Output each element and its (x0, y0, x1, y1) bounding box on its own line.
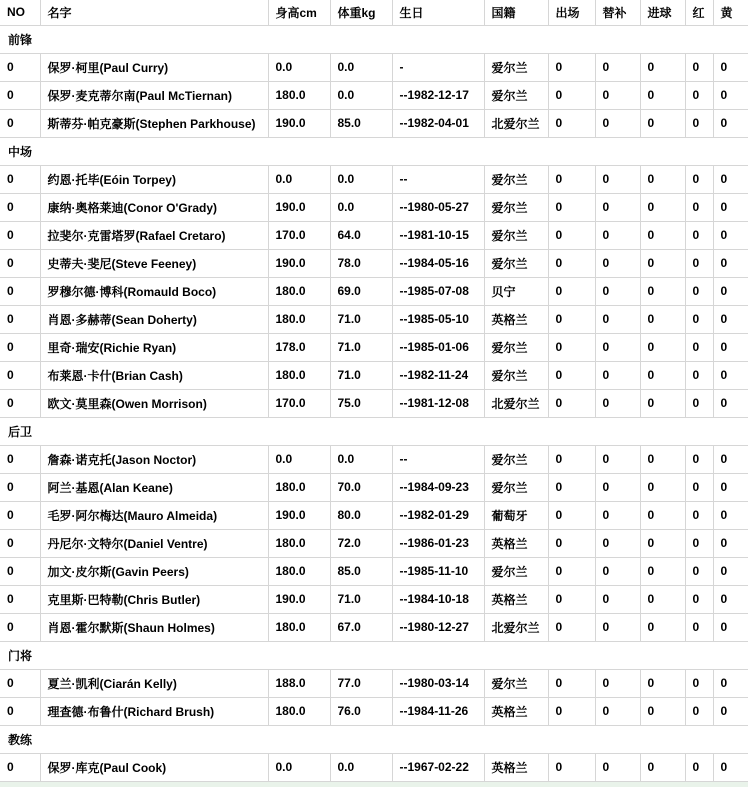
player-row (0, 585, 748, 613)
cell-appearances: 0 (548, 473, 595, 501)
cell-name: 克里斯·巴特勒(Chris Butler) (40, 585, 268, 613)
cell-appearances: 0 (548, 697, 595, 725)
cell-birthday: --1984-11-26 (392, 697, 484, 725)
cell-nationality: 爱尔兰 (484, 81, 548, 109)
section-label: 前锋 (0, 25, 748, 53)
cell-yellow: 0 (713, 585, 748, 613)
cell-no: 0 (0, 389, 40, 417)
cell-weight: 71.0 (330, 361, 392, 389)
cell-no: 0 (0, 557, 40, 585)
cell-goals: 0 (640, 221, 685, 249)
cell-subs: 0 (595, 529, 640, 557)
cell-yellow: 0 (713, 361, 748, 389)
cell-goals: 0 (640, 557, 685, 585)
cell-no: 0 (0, 697, 40, 725)
cell-yellow: 0 (713, 333, 748, 361)
cell-goals: 0 (640, 389, 685, 417)
cell-name: 欧文·莫里森(Owen Morrison) (40, 389, 268, 417)
cell-weight: 70.0 (330, 473, 392, 501)
cell-appearances: 0 (548, 53, 595, 81)
header-row (0, 0, 748, 25)
cell-subs: 0 (595, 361, 640, 389)
cell-red: 0 (685, 109, 713, 137)
player-row (0, 445, 748, 473)
cell-subs: 0 (595, 557, 640, 585)
cell-subs: 0 (595, 81, 640, 109)
player-row (0, 53, 748, 81)
cell-birthday: --1985-11-10 (392, 557, 484, 585)
cell-subs: 0 (595, 53, 640, 81)
cell-nationality: 爱尔兰 (484, 557, 548, 585)
cell-appearances: 0 (548, 81, 595, 109)
cell-nationality: 贝宁 (484, 277, 548, 305)
cell-weight: 0.0 (330, 753, 392, 781)
player-row (0, 305, 748, 333)
cell-red: 0 (685, 221, 713, 249)
cell-birthday: --1986-01-23 (392, 529, 484, 557)
cell-appearances: 0 (548, 529, 595, 557)
cell-goals: 0 (640, 277, 685, 305)
player-row (0, 361, 748, 389)
column-header-goals: 进球 (640, 0, 685, 25)
player-row (0, 501, 748, 529)
cell-red: 0 (685, 389, 713, 417)
cell-appearances: 0 (548, 193, 595, 221)
cell-red: 0 (685, 697, 713, 725)
cell-appearances: 0 (548, 221, 595, 249)
cell-goals: 0 (640, 669, 685, 697)
cell-yellow: 0 (713, 669, 748, 697)
cell-name: 肖恩·霍尔默斯(Shaun Holmes) (40, 613, 268, 641)
cell-subs: 0 (595, 389, 640, 417)
cell-height: 0.0 (268, 445, 330, 473)
cell-name: 毛罗·阿尔梅达(Mauro Almeida) (40, 501, 268, 529)
cell-subs: 0 (595, 613, 640, 641)
cell-name: 约恩·托毕(Eóin Torpey) (40, 165, 268, 193)
cell-no: 0 (0, 445, 40, 473)
cell-nationality: 爱尔兰 (484, 333, 548, 361)
cell-name: 理查德·布鲁什(Richard Brush) (40, 697, 268, 725)
cell-nationality: 爱尔兰 (484, 473, 548, 501)
cell-red: 0 (685, 669, 713, 697)
cell-appearances: 0 (548, 109, 595, 137)
cell-name: 康纳·奥格莱迪(Conor O'Grady) (40, 193, 268, 221)
cell-yellow: 0 (713, 753, 748, 781)
cell-name: 詹森·诺克托(Jason Noctor) (40, 445, 268, 473)
cell-birthday: --1984-05-16 (392, 249, 484, 277)
section-row (0, 641, 748, 669)
cell-no: 0 (0, 529, 40, 557)
player-row (0, 697, 748, 725)
cell-weight: 64.0 (330, 221, 392, 249)
section-row (0, 417, 748, 445)
cell-no: 0 (0, 361, 40, 389)
cell-weight: 85.0 (330, 557, 392, 585)
cell-red: 0 (685, 53, 713, 81)
cell-subs: 0 (595, 333, 640, 361)
cell-nationality: 爱尔兰 (484, 249, 548, 277)
cell-name: 里奇·瑞安(Richie Ryan) (40, 333, 268, 361)
cell-red: 0 (685, 361, 713, 389)
player-row (0, 249, 748, 277)
section-label: 后卫 (0, 417, 748, 445)
cell-weight: 72.0 (330, 529, 392, 557)
cell-nationality: 英格兰 (484, 753, 548, 781)
cell-yellow: 0 (713, 613, 748, 641)
cell-weight: 0.0 (330, 193, 392, 221)
cell-nationality: 葡萄牙 (484, 501, 548, 529)
cell-no: 0 (0, 81, 40, 109)
cell-red: 0 (685, 277, 713, 305)
cell-nationality: 北爱尔兰 (484, 613, 548, 641)
column-header-no: NO (0, 0, 40, 25)
cell-weight: 0.0 (330, 81, 392, 109)
cell-nationality: 英格兰 (484, 305, 548, 333)
cell-nationality: 爱尔兰 (484, 361, 548, 389)
cell-no: 0 (0, 585, 40, 613)
cell-birthday: --1982-11-24 (392, 361, 484, 389)
cell-subs: 0 (595, 277, 640, 305)
cell-height: 0.0 (268, 753, 330, 781)
cell-no: 0 (0, 333, 40, 361)
cell-goals: 0 (640, 109, 685, 137)
cell-nationality: 爱尔兰 (484, 165, 548, 193)
cell-red: 0 (685, 529, 713, 557)
cell-subs: 0 (595, 221, 640, 249)
column-header-birthday: 生日 (392, 0, 484, 25)
cell-red: 0 (685, 557, 713, 585)
cell-height: 190.0 (268, 501, 330, 529)
cell-goals: 0 (640, 53, 685, 81)
cell-weight: 67.0 (330, 613, 392, 641)
column-header-subs: 替补 (595, 0, 640, 25)
cell-birthday: --1985-07-08 (392, 277, 484, 305)
cell-name: 阿兰·基恩(Alan Keane) (40, 473, 268, 501)
cell-appearances: 0 (548, 361, 595, 389)
section-label: 教练 (0, 725, 748, 753)
cell-subs: 0 (595, 697, 640, 725)
bottom-strip (0, 782, 748, 787)
column-header-weight: 体重kg (330, 0, 392, 25)
cell-red: 0 (685, 613, 713, 641)
cell-yellow: 0 (713, 305, 748, 333)
cell-birthday: --1980-05-27 (392, 193, 484, 221)
cell-height: 180.0 (268, 473, 330, 501)
section-label: 中场 (0, 137, 748, 165)
cell-birthday: - (392, 53, 484, 81)
cell-height: 180.0 (268, 305, 330, 333)
cell-yellow: 0 (713, 165, 748, 193)
cell-weight: 75.0 (330, 389, 392, 417)
cell-subs: 0 (595, 249, 640, 277)
cell-weight: 0.0 (330, 53, 392, 81)
table-body (0, 25, 748, 781)
cell-no: 0 (0, 669, 40, 697)
cell-height: 170.0 (268, 389, 330, 417)
cell-height: 180.0 (268, 529, 330, 557)
cell-subs: 0 (595, 165, 640, 193)
cell-red: 0 (685, 249, 713, 277)
cell-height: 188.0 (268, 669, 330, 697)
cell-yellow: 0 (713, 277, 748, 305)
player-row (0, 389, 748, 417)
cell-goals: 0 (640, 81, 685, 109)
player-row (0, 165, 748, 193)
cell-goals: 0 (640, 501, 685, 529)
cell-appearances: 0 (548, 669, 595, 697)
section-row (0, 137, 748, 165)
column-header-height: 身高cm (268, 0, 330, 25)
player-row (0, 333, 748, 361)
cell-name: 肖恩·多赫蒂(Sean Doherty) (40, 305, 268, 333)
column-header-red: 红 (685, 0, 713, 25)
cell-appearances: 0 (548, 753, 595, 781)
cell-weight: 71.0 (330, 305, 392, 333)
cell-height: 190.0 (268, 249, 330, 277)
player-row (0, 669, 748, 697)
cell-red: 0 (685, 501, 713, 529)
cell-yellow: 0 (713, 445, 748, 473)
cell-birthday: --1982-12-17 (392, 81, 484, 109)
cell-subs: 0 (595, 445, 640, 473)
cell-goals: 0 (640, 585, 685, 613)
cell-name: 布莱恩·卡什(Brian Cash) (40, 361, 268, 389)
cell-nationality: 爱尔兰 (484, 221, 548, 249)
section-row (0, 25, 748, 53)
cell-no: 0 (0, 249, 40, 277)
cell-red: 0 (685, 333, 713, 361)
cell-appearances: 0 (548, 277, 595, 305)
cell-goals: 0 (640, 445, 685, 473)
cell-name: 斯蒂芬·帕克豪斯(Stephen Parkhouse) (40, 109, 268, 137)
cell-weight: 0.0 (330, 445, 392, 473)
cell-no: 0 (0, 753, 40, 781)
player-row (0, 473, 748, 501)
cell-nationality: 爱尔兰 (484, 445, 548, 473)
cell-goals: 0 (640, 249, 685, 277)
cell-nationality: 英格兰 (484, 697, 548, 725)
cell-no: 0 (0, 109, 40, 137)
player-row (0, 221, 748, 249)
cell-weight: 0.0 (330, 165, 392, 193)
cell-yellow: 0 (713, 221, 748, 249)
cell-yellow: 0 (713, 501, 748, 529)
cell-goals: 0 (640, 613, 685, 641)
cell-appearances: 0 (548, 165, 595, 193)
cell-yellow: 0 (713, 109, 748, 137)
cell-goals: 0 (640, 529, 685, 557)
cell-appearances: 0 (548, 333, 595, 361)
cell-nationality: 爱尔兰 (484, 669, 548, 697)
cell-subs: 0 (595, 501, 640, 529)
cell-yellow: 0 (713, 53, 748, 81)
cell-birthday: --1981-12-08 (392, 389, 484, 417)
cell-subs: 0 (595, 669, 640, 697)
section-label: 门将 (0, 641, 748, 669)
table-header (0, 0, 748, 25)
cell-weight: 71.0 (330, 585, 392, 613)
cell-red: 0 (685, 445, 713, 473)
cell-nationality: 爱尔兰 (484, 193, 548, 221)
cell-subs: 0 (595, 109, 640, 137)
cell-subs: 0 (595, 193, 640, 221)
cell-height: 190.0 (268, 193, 330, 221)
cell-birthday: --1980-03-14 (392, 669, 484, 697)
cell-yellow: 0 (713, 529, 748, 557)
cell-name: 丹尼尔·文特尔(Daniel Ventre) (40, 529, 268, 557)
cell-height: 0.0 (268, 53, 330, 81)
cell-yellow: 0 (713, 249, 748, 277)
cell-goals: 0 (640, 165, 685, 193)
cell-goals: 0 (640, 473, 685, 501)
cell-height: 178.0 (268, 333, 330, 361)
cell-yellow: 0 (713, 473, 748, 501)
cell-no: 0 (0, 501, 40, 529)
cell-weight: 78.0 (330, 249, 392, 277)
cell-appearances: 0 (548, 585, 595, 613)
cell-weight: 85.0 (330, 109, 392, 137)
cell-birthday: --1982-04-01 (392, 109, 484, 137)
cell-birthday: -- (392, 445, 484, 473)
cell-red: 0 (685, 165, 713, 193)
column-header-appearances: 出场 (548, 0, 595, 25)
cell-name: 保罗·库克(Paul Cook) (40, 753, 268, 781)
cell-subs: 0 (595, 753, 640, 781)
cell-subs: 0 (595, 585, 640, 613)
cell-yellow: 0 (713, 389, 748, 417)
cell-height: 180.0 (268, 697, 330, 725)
cell-name: 保罗·麦克蒂尔南(Paul McTiernan) (40, 81, 268, 109)
player-row (0, 193, 748, 221)
cell-weight: 76.0 (330, 697, 392, 725)
cell-red: 0 (685, 473, 713, 501)
cell-nationality: 爱尔兰 (484, 53, 548, 81)
cell-weight: 77.0 (330, 669, 392, 697)
cell-nationality: 英格兰 (484, 585, 548, 613)
player-row (0, 81, 748, 109)
player-row (0, 613, 748, 641)
column-header-name: 名字 (40, 0, 268, 25)
cell-yellow: 0 (713, 557, 748, 585)
cell-no: 0 (0, 473, 40, 501)
cell-weight: 71.0 (330, 333, 392, 361)
cell-no: 0 (0, 305, 40, 333)
cell-height: 170.0 (268, 221, 330, 249)
cell-height: 180.0 (268, 557, 330, 585)
cell-weight: 80.0 (330, 501, 392, 529)
column-header-nationality: 国籍 (484, 0, 548, 25)
cell-birthday: --1984-09-23 (392, 473, 484, 501)
cell-name: 加文·皮尔斯(Gavin Peers) (40, 557, 268, 585)
cell-no: 0 (0, 613, 40, 641)
cell-appearances: 0 (548, 613, 595, 641)
cell-birthday: --1982-01-29 (392, 501, 484, 529)
cell-yellow: 0 (713, 697, 748, 725)
cell-birthday: --1967-02-22 (392, 753, 484, 781)
cell-appearances: 0 (548, 249, 595, 277)
cell-height: 180.0 (268, 81, 330, 109)
cell-no: 0 (0, 53, 40, 81)
cell-name: 史蒂夫·斐尼(Steve Feeney) (40, 249, 268, 277)
cell-name: 罗穆尔德·博科(Romauld Boco) (40, 277, 268, 305)
cell-height: 190.0 (268, 109, 330, 137)
cell-nationality: 北爱尔兰 (484, 389, 548, 417)
cell-appearances: 0 (548, 445, 595, 473)
cell-red: 0 (685, 753, 713, 781)
player-row (0, 557, 748, 585)
cell-nationality: 北爱尔兰 (484, 109, 548, 137)
cell-subs: 0 (595, 305, 640, 333)
cell-height: 180.0 (268, 277, 330, 305)
cell-red: 0 (685, 81, 713, 109)
cell-appearances: 0 (548, 389, 595, 417)
player-row (0, 529, 748, 557)
player-row (0, 109, 748, 137)
cell-birthday: -- (392, 165, 484, 193)
cell-goals: 0 (640, 697, 685, 725)
cell-red: 0 (685, 585, 713, 613)
cell-name: 拉斐尔·克雷塔罗(Rafael Cretaro) (40, 221, 268, 249)
cell-height: 190.0 (268, 585, 330, 613)
cell-birthday: --1985-01-06 (392, 333, 484, 361)
cell-subs: 0 (595, 473, 640, 501)
cell-name: 夏兰·凯利(Ciarán Kelly) (40, 669, 268, 697)
cell-goals: 0 (640, 333, 685, 361)
cell-nationality: 英格兰 (484, 529, 548, 557)
cell-weight: 69.0 (330, 277, 392, 305)
cell-goals: 0 (640, 305, 685, 333)
cell-yellow: 0 (713, 193, 748, 221)
cell-no: 0 (0, 277, 40, 305)
cell-red: 0 (685, 305, 713, 333)
cell-no: 0 (0, 221, 40, 249)
cell-height: 180.0 (268, 613, 330, 641)
column-header-yellow: 黄 (713, 0, 748, 25)
cell-appearances: 0 (548, 557, 595, 585)
cell-birthday: --1981-10-15 (392, 221, 484, 249)
cell-appearances: 0 (548, 305, 595, 333)
section-row (0, 725, 748, 753)
cell-name: 保罗·柯里(Paul Curry) (40, 53, 268, 81)
cell-goals: 0 (640, 753, 685, 781)
cell-goals: 0 (640, 361, 685, 389)
cell-birthday: --1980-12-27 (392, 613, 484, 641)
cell-goals: 0 (640, 193, 685, 221)
cell-height: 0.0 (268, 165, 330, 193)
cell-no: 0 (0, 165, 40, 193)
cell-appearances: 0 (548, 501, 595, 529)
cell-red: 0 (685, 193, 713, 221)
cell-height: 180.0 (268, 361, 330, 389)
player-row (0, 277, 748, 305)
cell-yellow: 0 (713, 81, 748, 109)
player-row (0, 753, 748, 781)
cell-birthday: --1984-10-18 (392, 585, 484, 613)
cell-birthday: --1985-05-10 (392, 305, 484, 333)
cell-no: 0 (0, 193, 40, 221)
